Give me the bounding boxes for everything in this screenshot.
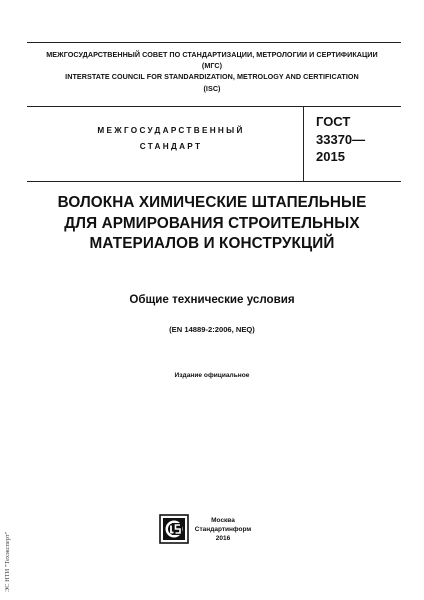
council-abbr-ru: (МГС): [201, 61, 223, 71]
gost-prefix: ГОСТ: [316, 114, 351, 129]
title-line3: МАТЕРИАЛОВ И КОНСТРУКЦИЙ: [89, 235, 335, 252]
middle-rule: [27, 106, 401, 107]
bottom-rule: [27, 181, 401, 182]
standartinform-logo-icon: [159, 514, 189, 544]
standard-label: [68, 123, 274, 155]
publisher-year: 2016: [215, 535, 231, 543]
standard-label-line1: МЕЖГОСУДАРСТВЕННЫЙ: [97, 126, 245, 135]
publisher-name: Стандартинформ: [194, 526, 252, 534]
side-stamp: [4, 522, 13, 592]
council-name-en: INTERSTATE COUNCIL FOR STANDARDIZATION, METROLOGY AND CERTIFICATION: [65, 72, 359, 82]
side-stamp-text: ЭС НТИ "Техэксперт": [4, 531, 11, 592]
publisher-city: Москва: [211, 517, 235, 524]
title-line1: ВОЛОКНА ХИМИЧЕСКИЕ ШТАПЕЛЬНЫЕ: [57, 194, 367, 211]
gost-number: 33370—: [316, 131, 366, 147]
designation-divider: [303, 106, 304, 181]
document-title: [0, 193, 424, 255]
council-abbr-en: (ISC): [203, 83, 221, 93]
top-rule: [27, 42, 401, 43]
council-name-ru: МЕЖГОСУДАРСТВЕННЫЙ СОВЕТ ПО СТАНДАРТИЗАЦИИ, МЕТРОЛОГИИ И СЕРТИФИКАЦИИ: [46, 50, 378, 59]
title-line2: ДЛЯ АРМИРОВАНИЯ СТРОИТЕЛЬНЫХ: [64, 214, 360, 232]
standard-label-line2: СТАНДАРТ: [139, 142, 203, 151]
document-subtitle: Общие технические условия: [129, 293, 295, 306]
publisher-block: [193, 516, 253, 544]
council-header: [0, 49, 424, 94]
edition-note: Издание официальное: [174, 372, 250, 379]
gost-designation: [316, 113, 365, 166]
gost-year: 2015: [316, 149, 345, 164]
standard-reference: (EN 14889-2:2006, NEQ): [169, 325, 255, 334]
